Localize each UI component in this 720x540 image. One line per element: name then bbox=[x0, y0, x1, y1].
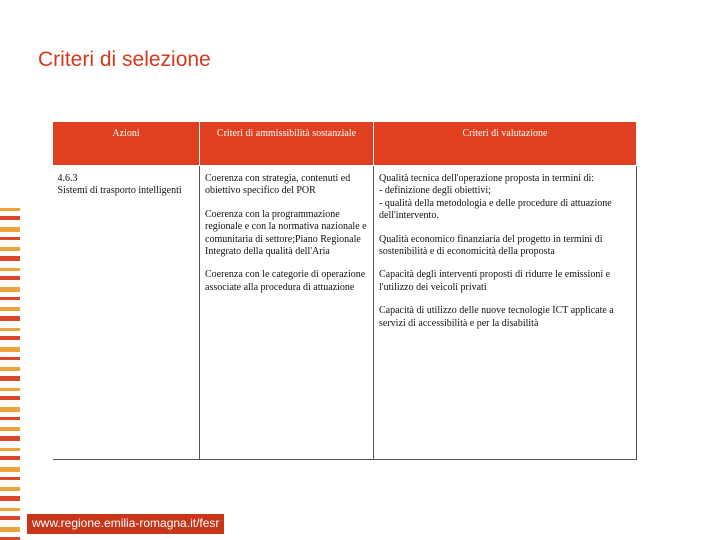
cell-azione bbox=[53, 166, 200, 460]
stripe-bar bbox=[0, 237, 20, 240]
valutazione-criterion: Qualità tecnica dell'operazione proposta in termini di: - definizione degli obiettivi; - qualità della metodologia e delle procedure di attuazione dell'intervento. bbox=[379, 173, 612, 222]
stripe-bar bbox=[0, 467, 20, 472]
table-row bbox=[53, 166, 637, 460]
stripe-bar bbox=[0, 208, 20, 211]
table-header-row bbox=[53, 122, 637, 166]
stripe-bar bbox=[0, 477, 20, 480]
cell-ammissibilita bbox=[200, 166, 374, 460]
stripe-bar bbox=[0, 336, 20, 340]
stripe-bar bbox=[0, 508, 20, 511]
header-valutazione: Criteri di valutazione bbox=[374, 122, 637, 166]
stripe-bar bbox=[0, 456, 20, 460]
stripe-bar bbox=[0, 376, 20, 381]
cell-valutazione bbox=[374, 166, 637, 460]
stripe-bar bbox=[0, 427, 20, 431]
stripe-bar bbox=[0, 216, 20, 220]
valutazione-criterion: Qualità economico finanziaria del progetto in termini di sostenibilità e di economicità della proposta bbox=[379, 233, 603, 258]
stripe-bar bbox=[0, 388, 20, 391]
stripe-bar bbox=[0, 287, 20, 292]
valutazione-criterion: Capacità degli interventi proposti di ridurre le emissioni e l'utilizzo dei veicoli privati bbox=[379, 269, 611, 293]
stripe-bar bbox=[0, 276, 20, 280]
ammissibilita-criterion: Coerenza con strategia, contenuti ed obiettivo specifico del POR bbox=[205, 173, 351, 197]
stripe-bar bbox=[0, 268, 20, 271]
stripe-bar bbox=[0, 527, 20, 532]
header-azioni: Azioni bbox=[53, 122, 200, 166]
stripe-bar bbox=[0, 496, 20, 501]
stripe-bar bbox=[0, 247, 20, 251]
stripe-bar bbox=[0, 256, 20, 261]
stripe-bar bbox=[0, 347, 20, 352]
stripe-bar bbox=[0, 487, 20, 491]
stripe-bar bbox=[0, 307, 20, 311]
stripe-bar bbox=[0, 407, 20, 412]
ammissibilita-criterion: Coerenza con le categorie di operazione associate alla procedura di attuazione bbox=[205, 269, 366, 293]
stripe-bar bbox=[0, 316, 20, 321]
stripe-bar bbox=[0, 396, 20, 400]
stripe-bar bbox=[0, 448, 20, 451]
header-ammissibilita: Criteri di ammissibilità sostanziale bbox=[200, 122, 374, 166]
stripe-bar bbox=[0, 328, 20, 331]
stripe-bar bbox=[0, 417, 20, 420]
valutazione-criterion: Capacità di utilizzo delle nuove tecnologie ICT applicate a servizi di accessibilità e per la disabilità bbox=[379, 305, 614, 329]
stripe-bar bbox=[0, 297, 20, 300]
stripe-bar bbox=[0, 516, 20, 520]
stripe-bar bbox=[0, 357, 20, 360]
stripe-bar bbox=[0, 436, 20, 441]
ammissibilita-criterion: Coerenza con la programmazione regionale e con la normativa nazionale e comunitaria di settore;Piano Regionale Integrato della qualità dell'Aria bbox=[205, 208, 367, 258]
stripe-bar bbox=[0, 367, 20, 371]
selection-criteria-table bbox=[52, 121, 637, 460]
azione-text: 4.6.3 Sistemi di trasporto intelligenti bbox=[57, 173, 182, 197]
page-title: Criteri di selezione bbox=[38, 48, 211, 71]
stripe-bar bbox=[0, 227, 20, 232]
footer-url[interactable]: www.regione.emilia-romagna.it/fesr bbox=[27, 514, 224, 534]
